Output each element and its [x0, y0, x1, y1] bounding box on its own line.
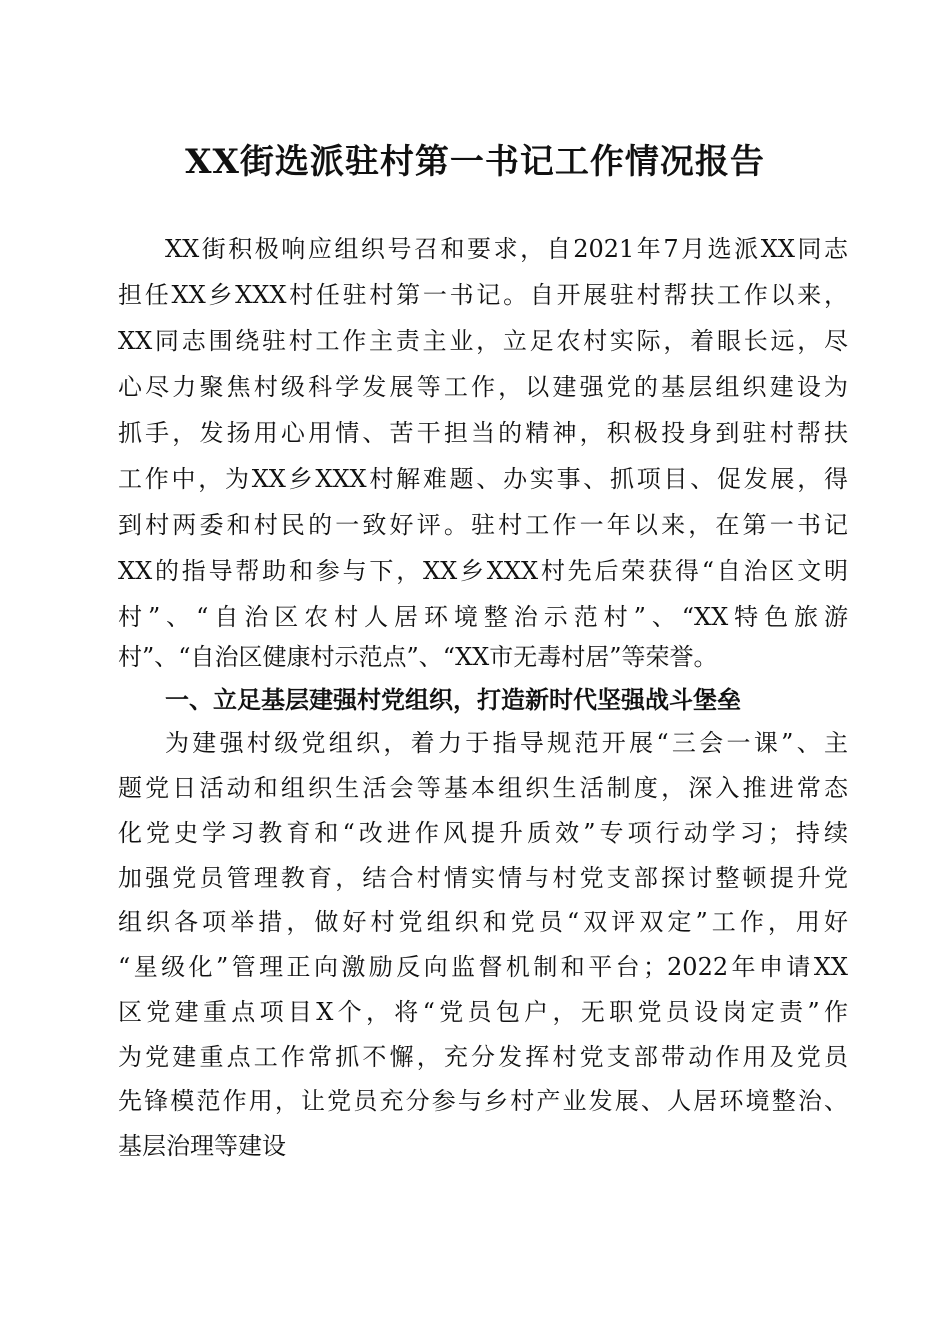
document-title: XX街选派驻村第一书记工作情况报告 [185, 142, 765, 182]
paragraph-line: 村”、“自治区健康村示范点”、“XX市无毒村居”等荣誉。 [118, 643, 718, 671]
paragraph-line: 心尽力聚焦村级科学发展等工作，以建强党的基层组织建设为 [118, 373, 848, 401]
paragraph-line: 加强党员管理教育，结合村情实情与村党支部探讨整顿提升党 [118, 864, 848, 892]
paragraph-line: XX同志围绕驻村工作主责主业，立足农村实际，着眼长远，尽 [118, 327, 848, 355]
paragraph-line: XX的指导帮助和参与下，XX乡XXX村先后荣获得“自治区文明 [118, 557, 848, 585]
paragraph-line: 为党建重点工作常抓不懈，充分发挥村党支部带动作用及党员 [118, 1043, 848, 1071]
paragraph-line: 担任XX乡XXX村任驻村第一书记。自开展驻村帮扶工作以来， [118, 281, 848, 309]
paragraph-line: 村”、“自治区农村人居环境整治示范村”、“XX特色旅游 [118, 603, 848, 631]
paragraph-line: XX街积极响应组织号召和要求，自2021年7月选派XX同志 [165, 235, 848, 263]
paragraph-line: 题党日活动和组织生活会等基本组织生活制度，深入推进常态 [118, 774, 848, 802]
paragraph-line: 抓手，发扬用心用情、苦干担当的精神，积极投身到驻村帮扶 [118, 419, 848, 447]
paragraph-line: 化党史学习教育和“改进作风提升质效”专项行动学习；持续 [118, 819, 848, 847]
paragraph-line: 区党建重点项目X个，将“党员包户，无职党员设岗定责”作 [118, 998, 848, 1026]
paragraph-line: “星级化”管理正向激励反向监督机制和平台；2022年申请XX [118, 953, 848, 981]
paragraph-line: 基层治理等建设 [118, 1132, 286, 1160]
paragraph-line: 组织各项举措，做好村党组织和党员“双评双定”工作，用好 [118, 908, 848, 936]
section-heading: 一、立足基层建强村党组织，打造新时代坚强战斗堡垒 [165, 685, 741, 714]
paragraph-line: 到村两委和村民的一致好评。驻村工作一年以来，在第一书记 [118, 511, 848, 539]
paragraph-line: 为建强村级党组织，着力于指导规范开展“三会一课”、主 [165, 729, 848, 757]
paragraph-line: 工作中，为XX乡XXX村解难题、办实事、抓项目、促发展，得 [118, 465, 848, 493]
paragraph-line: 先锋模范作用，让党员充分参与乡村产业发展、人居环境整治、 [118, 1087, 848, 1115]
